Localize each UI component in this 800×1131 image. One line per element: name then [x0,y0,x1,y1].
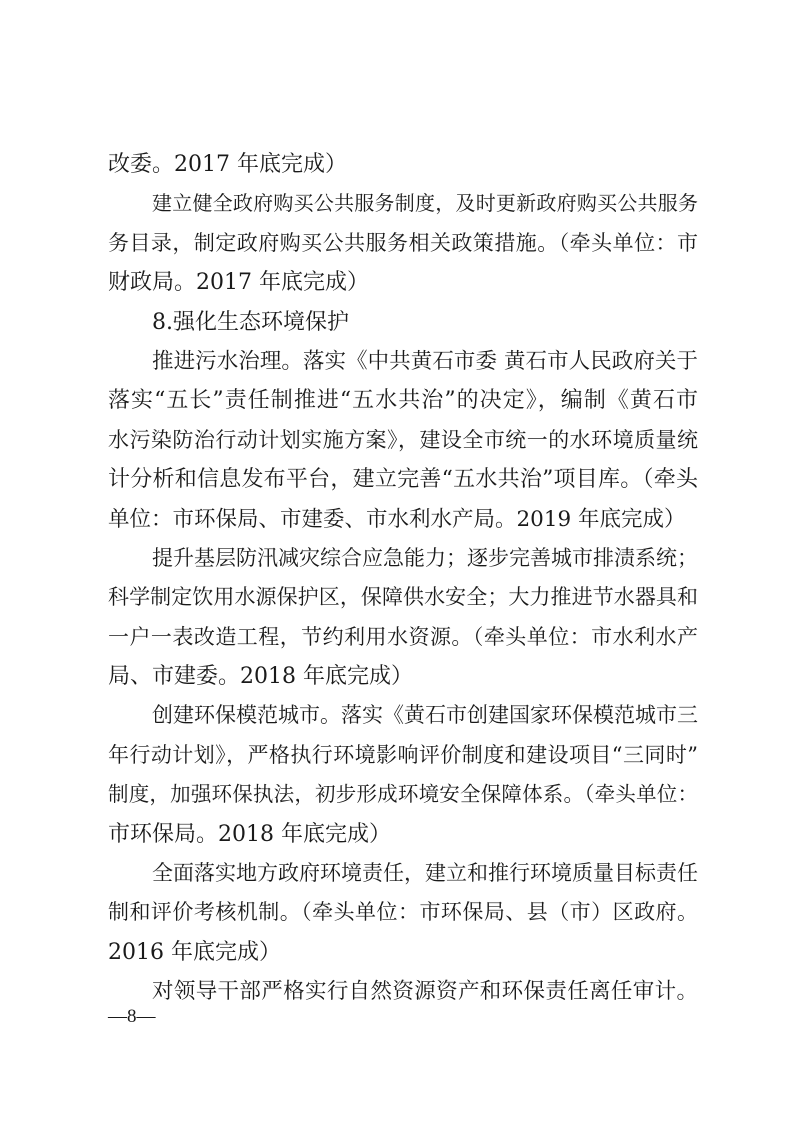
text-line: 制和评价考核机制。（牵头单位：市环保局、县（市）区政府。 [108,900,698,925]
text-line: 创建环保模范城市。落实《黄石市创建国家环保模范城市三 [152,703,698,728]
text-line: 水污染防治行动计划实施方案》，建设全市统一的水环境质量统 [108,427,698,452]
text-line: 2016 年底完成） [108,939,281,965]
text-line: 改委。2017 年底完成） [108,152,347,177]
page-number: —8— [108,1006,156,1027]
text-line: 局、市建委。2018 年底完成） [108,664,413,690]
text-line: 单位：市环保局、市建委、市水利水产局。2019 年底完成） [108,506,686,532]
text-line: 科学制定饮用水源保护区，保障供水安全；大力推进节水器具和 [108,585,698,610]
text-line: 财政局。2017 年底完成） [108,270,369,296]
text-line: 年行动计划》，严格执行环境影响评价制度和建设项目“三同时” [108,742,698,767]
text-line: 提升基层防汛减灾综合应急能力；逐步完善城市排渍系统； [152,545,698,570]
text-line: 对领导干部严格实行自然资源资产和环保责任离任审计。 [152,979,698,1005]
text-line: 计分析和信息发布平台，建立完善“五水共治”项目库。（牵头 [108,467,698,493]
text-line: 务目录，制定政府购买公共服务相关政策措施。（牵头单位：市 [108,230,698,255]
text-line: 推进污水治理。落实《中共黄石市委 黄石市人民政府关于 [152,348,698,374]
text-line: 制度，加强环保执法，初步形成环境安全保障体系。（牵头单位： [108,782,698,807]
body-text [108,145,698,1012]
text-line: 一户一表改造工程，节约利用水资源。（牵头单位：市水利水产 [108,624,698,649]
text-line: 全面落实地方政府环境责任，建立和推行环境质量目标责任 [152,861,698,886]
text-line: 市环保局。2018 年底完成） [108,821,391,847]
text-line: 建立健全政府购买公共服务制度，及时更新政府购买公共服务 [152,191,698,216]
text-line: 8.强化生态环境保护 [152,309,349,335]
text-line: 落实“五长”责任制推进“五水共治”的决定》，编制《黄石市 [108,388,698,414]
